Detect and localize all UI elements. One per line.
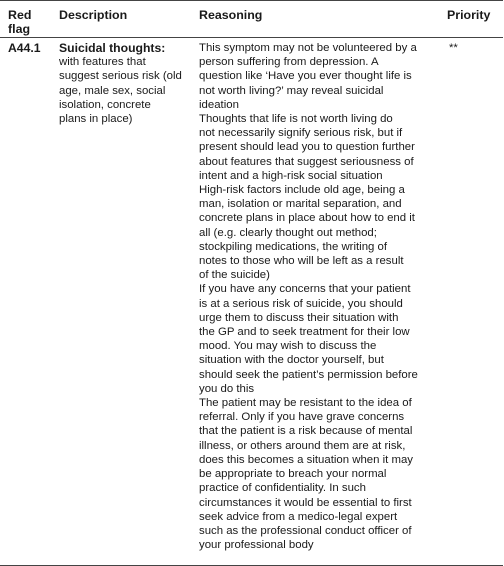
reasoning-line: situation with the doctor yourself, but (199, 354, 384, 367)
header-divider-rule (0, 37, 503, 38)
reasoning-line: This symptom may not be volunteered by a (199, 42, 417, 54)
row-description-title: Suicidal thoughts: (59, 41, 166, 55)
row-flag-code: A44.1 (8, 41, 41, 55)
reasoning-line: practice of confidentiality. In such (199, 482, 366, 495)
header-reasoning: Reasoning (199, 8, 263, 22)
reasoning-line: present should lead you to question further (199, 141, 415, 154)
reasoning-line: about features that suggest seriousness of (199, 155, 414, 168)
reasoning-line: that the patient is a risk because of mental (199, 425, 413, 438)
description-line: age, male sex, social (59, 84, 166, 97)
reasoning-line: of the suicide) (199, 269, 270, 282)
reasoning-line: referral. Only if you have grave concerns (199, 411, 405, 424)
reasoning-line: is at a serious risk of suicide, you should (199, 297, 403, 310)
reasoning-line: such as the professional conduct officer of (199, 524, 412, 537)
row-description (59, 41, 193, 126)
header-red-flag-line-2: flag (8, 22, 31, 37)
header-red-flag-line-1: Red (8, 8, 32, 22)
table-top-rule (0, 0, 503, 1)
row-reasoning-body (199, 41, 439, 552)
reasoning-line: stockpiling medications, the writing of (199, 240, 388, 253)
reasoning-line: not worth living?’ may reveal suicidal (199, 84, 384, 97)
header-priority: Priority (447, 8, 491, 22)
reasoning-line: man, isolation or marital separation, and (199, 198, 402, 211)
reasoning-line: intent and a high-risk social situation (199, 169, 383, 182)
row-priority: ** (449, 42, 458, 54)
description-line: isolation, concrete (59, 98, 151, 111)
reasoning-line: High-risk factors include old age, being a (199, 184, 405, 197)
reasoning-line: If you have any concerns that your patient (199, 283, 411, 296)
reasoning-line: should seek the patient’s permission before (199, 368, 418, 381)
reasoning-line: concrete plans in place about how to end it (199, 212, 415, 225)
reasoning-line: person suffering from depression. A (199, 56, 379, 69)
reasoning-line: be appropriate to breach your normal (199, 468, 387, 481)
reasoning-line: illness, or others around them are at risk, (199, 439, 406, 452)
reasoning-line: question like ‘Have you ever thought life is (199, 70, 412, 83)
description-line: suggest serious risk (old (59, 70, 182, 83)
reasoning-line: The patient may be resistant to the idea of (199, 397, 412, 410)
reasoning-line: mood. You may wish to discuss the (199, 340, 377, 353)
header-red-flag (8, 8, 54, 36)
reasoning-line: seek advice from a medico-legal expert (199, 510, 398, 523)
header-description: Description (59, 8, 128, 22)
reasoning-line: all (e.g. clearly thought out method; (199, 226, 377, 239)
reasoning-line: does this becomes a situation when it may (199, 453, 414, 466)
row-reasoning (199, 41, 439, 552)
reasoning-line: the GP and to seek treatment for their low (199, 326, 410, 339)
reasoning-line: ideation (199, 98, 239, 111)
description-line: plans in place) (59, 113, 133, 126)
reasoning-line: circumstances it would be essential to first (199, 496, 412, 509)
reasoning-line: notes to those who will be left as a result (199, 255, 404, 268)
reasoning-line: you do this (199, 382, 255, 395)
reasoning-line: your professional body (199, 539, 314, 552)
reasoning-line: Thoughts that life is not worth living do (199, 113, 393, 126)
row-description-body (59, 55, 193, 126)
description-line: with features that (59, 56, 146, 69)
reasoning-line: urge them to discuss their situation with (199, 311, 399, 324)
reasoning-line: not necessarily signify serious risk, but if (199, 127, 403, 140)
